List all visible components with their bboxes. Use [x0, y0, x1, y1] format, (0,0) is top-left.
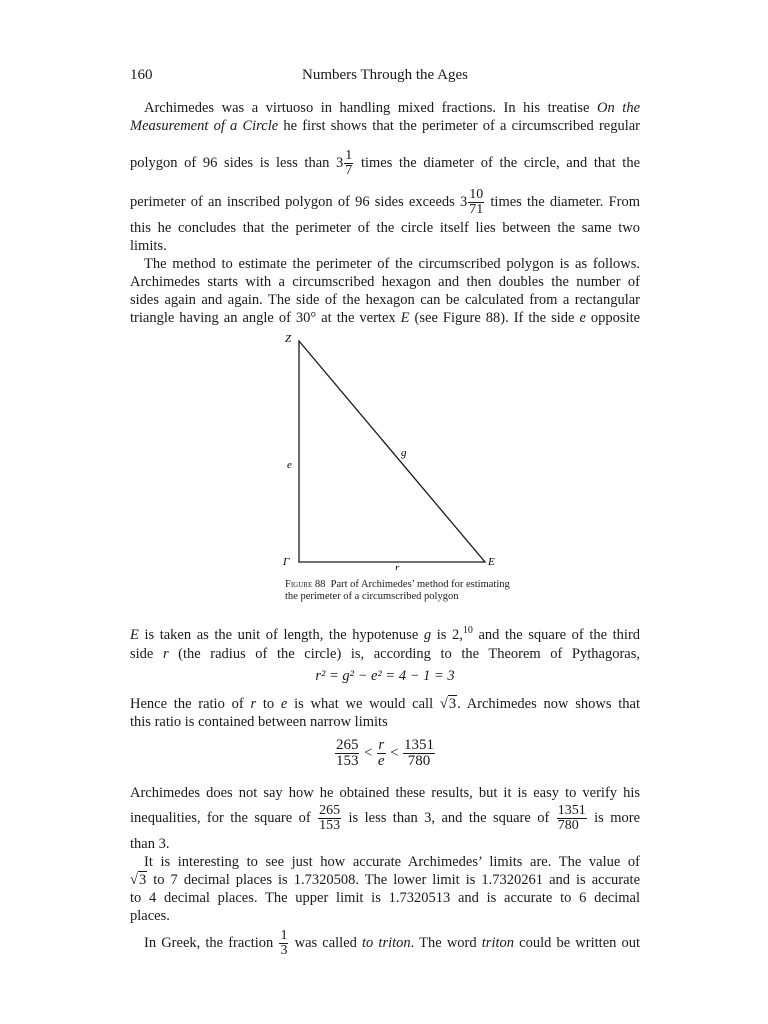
label-e: e: [287, 459, 292, 471]
text-line: this ratio is contained between narrow limits: [130, 714, 388, 730]
running-header: [130, 67, 640, 87]
fraction-265-153: $\frac{265}{153}$: [335, 737, 359, 770]
text-line: Archimedes was a virtuoso in handling mixed fractions. In his treatise On the: [144, 100, 641, 116]
text-line: triangle having an angle of 30° at the vertex E (see Figure 88). If the side e opposite: [130, 310, 641, 326]
text-line: polygon of 96 sides is less than 3 $\frac{1}{7}$ times the diameter of the circle, and that the: [130, 146, 640, 180]
fraction-r-e: $\frac{r}{e}$: [377, 737, 385, 770]
text-line: Archimedes starts with a circumscribed hexagon and then doubles the number of: [130, 274, 640, 290]
text-line: sides again and again. The side of the hexagon can be calculated from a rectangular: [130, 292, 640, 308]
figure-caption: Figure 88 Part of Archimedes’ method for estimating the perimeter of a circumscribed polygon: [285, 579, 510, 602]
text-line: Archimedes does not say how he obtained these results, but it is easy to verify his: [130, 785, 640, 801]
text-line: It is interesting to see just how accurate Archimedes’ limits are. The value of: [144, 854, 640, 870]
text-line: Measurement of a Circle he first shows that the perimeter of a circumscribed regular: [130, 118, 641, 134]
sqrt-three: √3: [130, 872, 147, 888]
text-line: In Greek, the fraction $\frac{1}{3}$ was called to triton. The word triton could be written out: [144, 928, 641, 959]
text-line: limits.: [130, 238, 167, 254]
mixed-fraction: 3 $\frac{1}{7}$: [336, 147, 353, 178]
running-title: Numbers Through the Ages: [302, 67, 468, 83]
label-r: r: [395, 562, 400, 570]
label-E: E: [488, 556, 495, 568]
sqrt-three: √3: [439, 696, 457, 712]
label-Gamma: Γ: [283, 556, 290, 568]
text-line: inequalities, for the square of $\frac{265}{153}$ is less than 3, and the square of $\frac{1351}{780}$ is more: [130, 803, 641, 834]
label-Z: Z: [285, 333, 292, 345]
pythagoras-equation: r² = g² − e² = 4 − 1 = 3: [315, 668, 455, 684]
mixed-fraction: 3 $\frac{10}{71}$: [459, 186, 484, 217]
text-line: this he concludes that the perimeter of the circle itself lies between the same two: [130, 220, 640, 236]
text-line: places.: [130, 908, 170, 924]
fraction-one-third: $\frac{1}{3}$: [280, 928, 288, 959]
label-g: g: [401, 447, 407, 459]
text-line: perimeter of an inscribed polygon of 96 sides exceeds 3 $\frac{10}{71}$ times the diameter. From: [130, 184, 640, 220]
text-line: side r (the radius of the circle) is, according to the Theorem of Pythagoras,: [130, 646, 640, 662]
text-line: √3 to 7 decimal places is 1.7320508. The lower limit is 1.7320261 and is accurate: [130, 872, 641, 888]
text-line: E is taken as the unit of length, the hypotenuse g is 2,10 and the square of the third: [130, 625, 641, 643]
limits-inequality: $\frac{265}{153}$ < $\frac{r}{e}$ < $\frac{1351}{780}$: [335, 737, 435, 770]
text-line: to 4 decimal places. The upper limit is 1.7320513 and is accurate to 6 decimal: [130, 890, 640, 906]
fraction-1351-780: $\frac{1351}{780}$: [557, 803, 586, 834]
fraction-1351-780: $\frac{1351}{780}$: [404, 737, 435, 770]
page-number: 160: [130, 67, 153, 83]
fraction-265-153: $\frac{265}{153}$: [319, 803, 341, 834]
text-line: than 3.: [130, 836, 170, 852]
text-line: Hence the ratio of r to e is what we would call √3. Archimedes now shows that: [130, 696, 641, 712]
figure-88-triangle: [280, 330, 510, 570]
text-line: The method to estimate the perimeter of the circumscribed polygon is as follows.: [144, 256, 640, 272]
